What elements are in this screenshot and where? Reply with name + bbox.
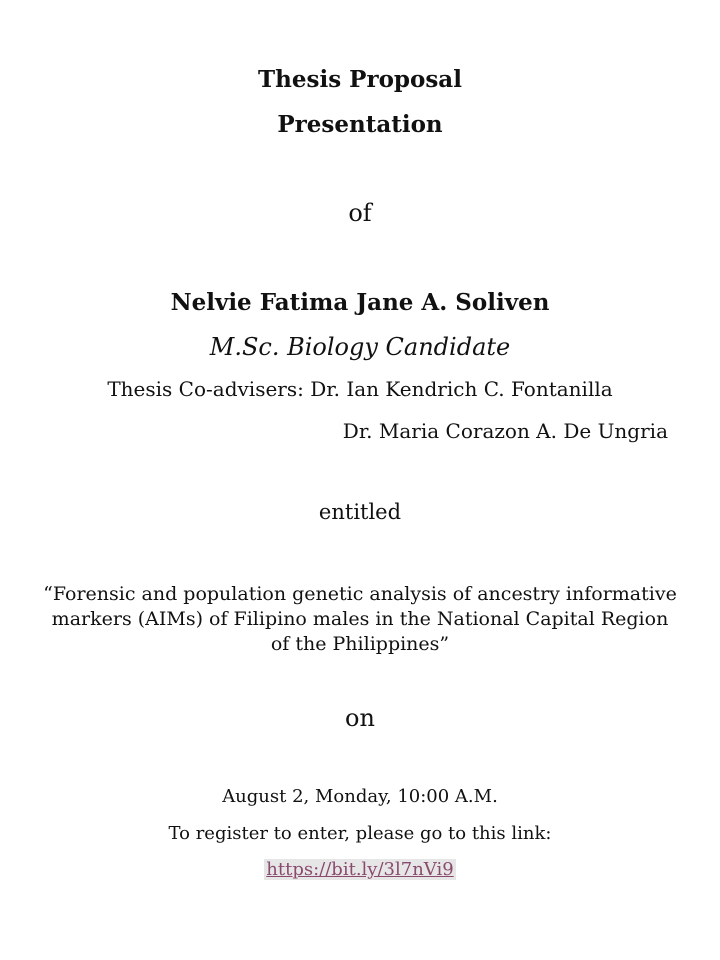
register-link-row bbox=[0, 859, 720, 880]
advisers-line-1: Thesis Co-advisers: Dr. Ian Kendrich C. Fontanilla bbox=[107, 377, 613, 401]
event-datetime: August 2, Monday, 10:00 A.M. bbox=[222, 786, 498, 807]
presenter-name: Nelvie Fatima Jane A. Soliven bbox=[170, 289, 550, 316]
presenter-degree: M.Sc. Biology Candidate bbox=[209, 333, 511, 361]
register-instructions: To register to enter, please go to this link: bbox=[168, 823, 552, 844]
entitled-label: entitled bbox=[318, 500, 402, 524]
advisers-line-2: Dr. Maria Corazon A. De Ungria bbox=[342, 419, 668, 443]
register-link[interactable]: https://bit.ly/3l7nVi9 bbox=[266, 859, 454, 880]
title-line-1: Thesis Proposal bbox=[258, 66, 462, 93]
of-label: of bbox=[348, 199, 372, 227]
on-label: on bbox=[345, 704, 375, 732]
thesis-title: “Forensic and population genetic analysis of ancestry informative markers (AIMs) of Filipino males in the National Capital Region of the Philippines” bbox=[43, 583, 677, 655]
title-line-2: Presentation bbox=[277, 111, 443, 138]
